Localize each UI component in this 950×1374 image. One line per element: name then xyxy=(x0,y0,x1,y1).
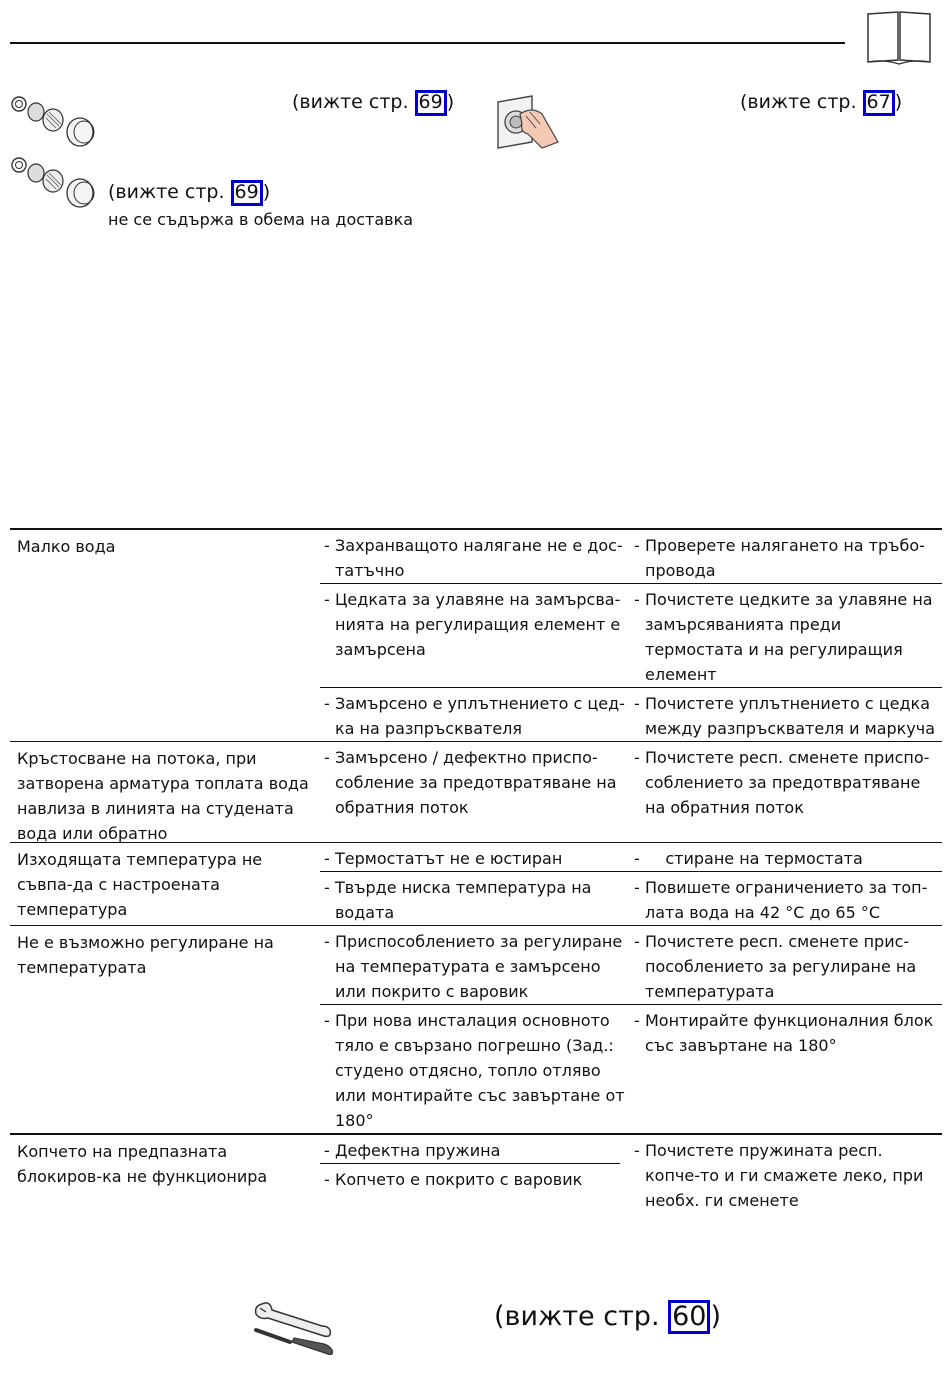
remedy-cell: - Почистете цедките за улавяне на замърсяванията преди термостата и на регулиращия елемент xyxy=(630,584,940,687)
remedy-text: Почистете респ. сменете прис-пособлението за регулиране на температурата xyxy=(645,932,917,1001)
troubleshooting-table xyxy=(10,528,942,1213)
page-number-link[interactable]: 69 xyxy=(231,180,263,206)
remedy-cell: - стиране на термостата xyxy=(630,843,940,871)
tools-icon xyxy=(248,1296,336,1360)
cause-text: Захранващото налягане не е дос-татъчно xyxy=(335,536,623,580)
cause-text: Твърде ниска температура на водата xyxy=(335,878,592,922)
remedy-text: Почистете респ. сменете приспо-соблението за предотвратяване на обратния поток xyxy=(645,748,930,817)
table-row xyxy=(320,926,942,1004)
remedy-text: Почистете цедките за улавяне на замърсяванията преди термостата и на регулиращия елемент xyxy=(645,590,933,684)
cause-text: Копчето е покрито с варовик xyxy=(335,1170,583,1189)
cause-text: Замърсено е уплътнението с цед-ка на разпръсквателя xyxy=(335,694,625,738)
reference-suffix: ) xyxy=(446,91,455,113)
cause-cell: - Термостатът не е юстиран xyxy=(320,843,630,871)
cause-text: Термостатът не е юстиран xyxy=(335,849,563,868)
reference-suffix: ) xyxy=(262,181,271,203)
table-group xyxy=(10,843,942,926)
table-group xyxy=(10,926,942,1135)
cause-column xyxy=(320,1135,630,1213)
remedy-text: Почистете уплътнението с цедка между разпръсквателя и маркуча xyxy=(645,694,936,738)
table-group xyxy=(10,530,942,742)
problem-cell: Не е възможно регулиране на температурата xyxy=(17,933,274,977)
reference-suffix: ) xyxy=(710,1301,722,1332)
table-row xyxy=(320,583,942,687)
reference-prefix: (вижте стр. xyxy=(494,1301,669,1332)
reference-suffix: ) xyxy=(894,91,903,113)
book-icon xyxy=(865,10,933,66)
delivery-note: не се съдържа в обема на доставка xyxy=(108,210,414,229)
cause-text: Замърсено / дефектно приспо-собление за предотвратяване на обратния поток xyxy=(335,748,617,817)
cause-cell: - Твърде ниска температура на водата xyxy=(320,872,630,925)
reference-prefix: (вижте стр. xyxy=(740,91,863,113)
cause-text: Дефектна пружина xyxy=(335,1141,501,1160)
page-reference xyxy=(108,180,270,206)
table-row xyxy=(320,687,942,741)
remedy-text: Проверете налягането на тръбо-провода xyxy=(645,536,925,580)
remedy-cell: - Почистете уплътнението с цедка между разпръсквателя и маркуча xyxy=(630,688,940,741)
page-reference xyxy=(740,90,902,116)
remedy-text: Монтирайте функционалния блок със завъртане на 180° xyxy=(645,1011,934,1055)
table-row xyxy=(320,871,942,925)
remedy-cell: - Проверете налягането на тръбо-провода xyxy=(630,530,940,583)
cause-cell: - При нова инсталация основното тяло е свързано погрешно (Зад.: студено отдясно, топло отляво или монтирайте със завъртане от 180° xyxy=(320,1005,630,1133)
table-row xyxy=(320,1004,942,1133)
table-row xyxy=(320,530,942,583)
spare-parts-icon xyxy=(10,153,100,209)
remedy-text: стиране на термостата xyxy=(645,849,863,868)
table-group xyxy=(10,1135,942,1213)
cause-text: Цедката за улавяне на замърсва-нията на регулиращия елемент е замърсена xyxy=(335,590,621,659)
reference-prefix: (вижте стр. xyxy=(108,181,231,203)
cause-text: При нова инсталация основното тяло е свързано погрешно (Зад.: студено отдясно, топло отляво или монтирайте със завъртане от 180° xyxy=(335,1011,625,1130)
page-reference xyxy=(292,90,454,116)
page-number-link[interactable]: 69 xyxy=(415,90,447,116)
remedy-cell: - Почистете респ. сменете прис-пособлението за регулиране на температурата xyxy=(630,926,940,1004)
table-row xyxy=(320,742,942,820)
table-group xyxy=(10,742,942,843)
table-row xyxy=(320,843,942,871)
remedy-cell: - Почистете пружината респ. копче-то и ги смажете леко, при необх. ги сменете xyxy=(630,1135,940,1213)
cause-cell: - Приспособлението за регулиране на температурата е замърсено или покрито с варовик xyxy=(320,926,630,1004)
page-number-link[interactable]: 60 xyxy=(668,1300,710,1334)
page-reference xyxy=(494,1300,721,1334)
cause-cell: - Замърсено е уплътнението с цед-ка на разпръсквателя xyxy=(320,688,630,741)
reference-prefix: (вижте стр. xyxy=(292,91,415,113)
remedy-text: Почистете пружината респ. копче-то и ги смажете леко, при необх. ги сменете xyxy=(645,1141,924,1210)
problem-cell: Кръстосване на потока, при затворена арматура топлата вода навлиза в линията на студената вода или обратно xyxy=(17,749,309,843)
remedy-cell: - Повишете ограничението за топ-лата вода на 42 °C до 65 °C xyxy=(630,872,940,925)
page-number-link[interactable]: 67 xyxy=(863,90,895,116)
cause-cell: - Копчето е покрито с варовик xyxy=(320,1164,630,1192)
problem-cell: Малко вода xyxy=(17,537,116,556)
cause-cell: - Захранващото налягане не е дос-татъчно xyxy=(320,530,630,583)
parts-icon xyxy=(10,92,100,148)
remedy-text: Повишете ограничението за топ-лата вода на 42 °C до 65 °C xyxy=(645,878,928,922)
remedy-cell: - Почистете респ. сменете приспо-соблението за предотвратяване на обратния поток xyxy=(630,742,940,820)
cause-cell: - Дефектна пружина xyxy=(320,1135,620,1164)
cause-text: Приспособлението за регулиране на температурата е замърсено или покрито с варовик xyxy=(335,932,623,1001)
problem-cell: Изходящата температура не съвпа-да с настроената температура xyxy=(17,850,263,919)
cause-cell: - Замърсено / дефектно приспо-собление за предотвратяване на обратния поток xyxy=(320,742,630,820)
hand-knob-icon xyxy=(492,92,564,150)
header-rule xyxy=(10,42,845,44)
problem-cell: Копчето на предпазната блокиров-ка не функционира xyxy=(17,1142,268,1186)
cause-cell: - Цедката за улавяне на замърсва-нията на регулиращия елемент е замърсена xyxy=(320,584,630,687)
remedy-cell: - Монтирайте функционалния блок със завъртане на 180° xyxy=(630,1005,940,1133)
